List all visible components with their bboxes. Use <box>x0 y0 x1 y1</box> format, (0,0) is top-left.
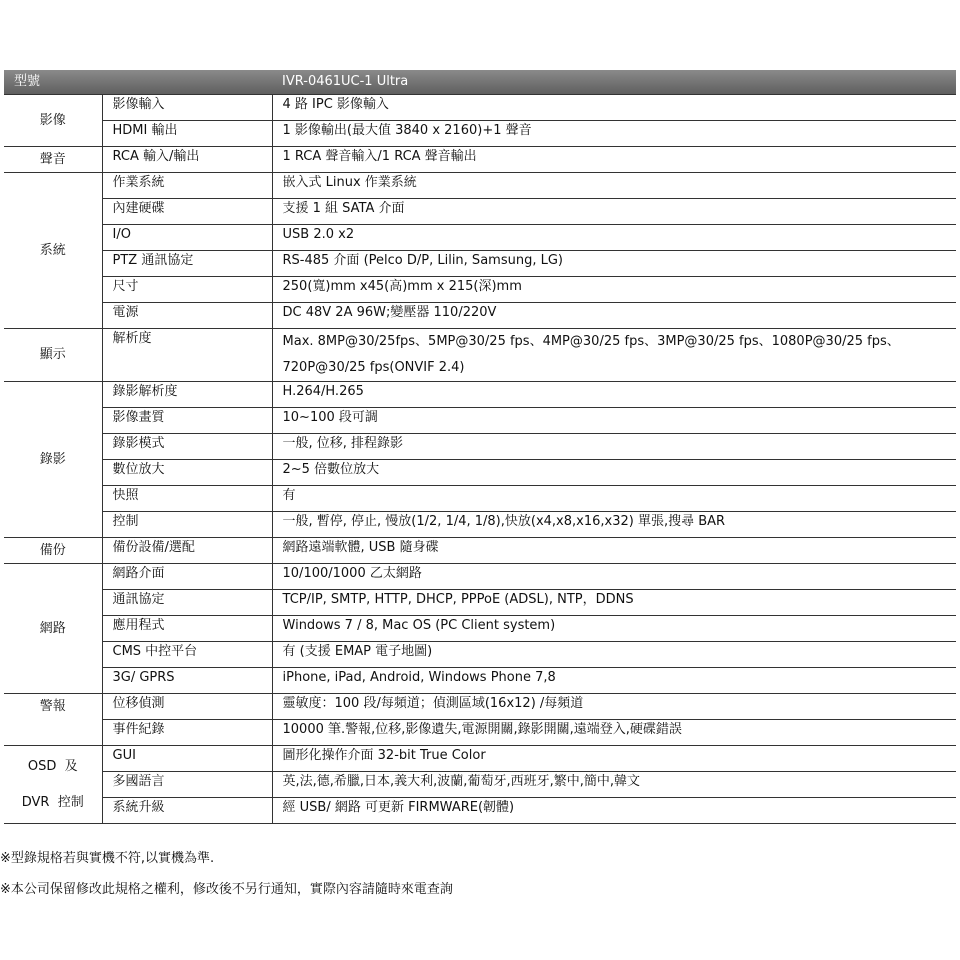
spec-value: 250(寬)mm x45(高)mm x 215(深)mm <box>272 277 956 303</box>
spec-label: 備份設備/選配 <box>102 538 272 564</box>
spec-value: 經 USB/ 網路 可更新 FIRMWARE(韌體) <box>272 798 956 824</box>
spec-label: 影像畫質 <box>102 408 272 434</box>
spec-label: 3G/ GPRS <box>102 668 272 694</box>
table-row <box>4 512 956 538</box>
table-row <box>4 199 956 225</box>
table-header-row <box>4 70 956 95</box>
table-row <box>4 95 956 121</box>
table-row <box>4 642 956 668</box>
spec-label: 解析度 <box>102 329 272 382</box>
spec-label: PTZ 通訊協定 <box>102 251 272 277</box>
spec-value: 有 (支援 EMAP 電子地圖) <box>272 642 956 668</box>
footnote-spec-disclaimer: ※型錄規格若與實機不符,以實機為準. <box>0 851 215 866</box>
spec-value: 一般, 位移, 排程錄影 <box>272 434 956 460</box>
table-row <box>4 564 956 590</box>
category-alarm: 警報 <box>4 694 102 746</box>
spec-label: 內建硬碟 <box>102 199 272 225</box>
table-row <box>4 251 956 277</box>
table-row <box>4 434 956 460</box>
spec-value: RS-485 介面 (Pelco D/P, Lilin, Samsung, LG) <box>272 251 956 277</box>
spec-value: 網路遠端軟體, USB 隨身碟 <box>272 538 956 564</box>
category-audio: 聲音 <box>4 147 102 173</box>
table-row <box>4 121 956 147</box>
category-system: 系統 <box>4 173 102 329</box>
model-name: IVR-0461UC-1 Ultra <box>272 70 956 95</box>
spec-label: RCA 輸入/輸出 <box>102 147 272 173</box>
footnote-rights-notice: ※本公司保留修改此規格之權利，修改後不另行通知，實際內容請隨時來電查詢 <box>0 882 453 897</box>
spec-label: 尺寸 <box>102 277 272 303</box>
category-osd-line1: OSD 及 <box>27 758 78 774</box>
spec-value: H.264/H.265 <box>272 382 956 408</box>
model-label: 型號 <box>4 70 272 95</box>
spec-value: 有 <box>272 486 956 512</box>
spec-value: 支援 1 組 SATA 介面 <box>272 199 956 225</box>
spec-label: 作業系統 <box>102 173 272 199</box>
spec-label: I/O <box>102 225 272 251</box>
table-row <box>4 590 956 616</box>
table-row <box>4 798 956 824</box>
spec-label: 位移偵測 <box>102 694 272 720</box>
spec-label: 錄影解析度 <box>102 382 272 408</box>
spec-value: TCP/IP, SMTP, HTTP, DHCP, PPPoE (ADSL), NTP，DDNS <box>272 590 956 616</box>
table-row <box>4 408 956 434</box>
spec-value: 英,法,德,希臘,日本,義大利,波蘭,葡萄牙,西班牙,繁中,簡中,韓文 <box>272 772 956 798</box>
category-backup: 備份 <box>4 538 102 564</box>
table-row <box>4 303 956 329</box>
table-row <box>4 225 956 251</box>
spec-label: 事件紀錄 <box>102 720 272 746</box>
spec-label: GUI <box>102 746 272 772</box>
table-row <box>4 277 956 303</box>
spec-value: 嵌入式 Linux 作業系統 <box>272 173 956 199</box>
spec-value: 1 影像輸出(最大值 3840 x 2160)+1 聲音 <box>272 121 956 147</box>
spec-label: 控制 <box>102 512 272 538</box>
category-network: 網路 <box>4 564 102 694</box>
category-video: 影像 <box>4 95 102 147</box>
spec-label: 錄影模式 <box>102 434 272 460</box>
table-row <box>4 720 956 746</box>
table-row <box>4 382 956 408</box>
table-row <box>4 668 956 694</box>
spec-label: 通訊協定 <box>102 590 272 616</box>
spec-label: 系統升級 <box>102 798 272 824</box>
spec-label: 應用程式 <box>102 616 272 642</box>
spec-value: 靈敏度：100 段/每頻道；偵測區域(16x12) /每頻道 <box>272 694 956 720</box>
spec-value: iPhone, iPad, Android, Windows Phone 7,8 <box>272 668 956 694</box>
table-row <box>4 173 956 199</box>
category-osd-dvr <box>4 746 102 824</box>
category-display: 顯示 <box>4 329 102 382</box>
spec-table <box>4 70 956 824</box>
footnotes <box>0 848 453 907</box>
category-osd-line2: DVR 控制 <box>21 794 84 810</box>
spec-value: Max. 8MP@30/25fps、5MP@30/25 fps、4MP@30/25 fps、3MP@30/25 fps、1080P@30/25 fps、720P@30/25 fps(ONVIF 2.4) <box>272 329 956 382</box>
table-row <box>4 460 956 486</box>
table-row <box>4 147 956 173</box>
table-row <box>4 538 956 564</box>
spec-value: 10000 筆.警報,位移,影像遺失,電源開關,錄影開關,遠端登入,硬碟錯誤 <box>272 720 956 746</box>
spec-value: 圖形化操作介面 32-bit True Color <box>272 746 956 772</box>
spec-value: Windows 7 / 8, Mac OS (PC Client system) <box>272 616 956 642</box>
spec-label: CMS 中控平台 <box>102 642 272 668</box>
spec-value: DC 48V 2A 96W;變壓器 110/220V <box>272 303 956 329</box>
spec-label: 快照 <box>102 486 272 512</box>
spec-label: 數位放大 <box>102 460 272 486</box>
spec-value: 一般, 暫停, 停止, 慢放(1/2, 1/4, 1/8),快放(x4,x8,x16,x32) 單張,搜尋 BAR <box>272 512 956 538</box>
spec-label: HDMI 輸出 <box>102 121 272 147</box>
spec-value: USB 2.0 x2 <box>272 225 956 251</box>
spec-value: 10/100/1000 乙太網路 <box>272 564 956 590</box>
category-recording: 錄影 <box>4 382 102 538</box>
spec-value: 2~5 倍數位放大 <box>272 460 956 486</box>
table-row <box>4 694 956 720</box>
table-row <box>4 486 956 512</box>
table-row <box>4 329 956 382</box>
spec-value: 1 RCA 聲音輸入/1 RCA 聲音輸出 <box>272 147 956 173</box>
spec-label: 影像輸入 <box>102 95 272 121</box>
table-row <box>4 616 956 642</box>
spec-label: 多國語言 <box>102 772 272 798</box>
table-row <box>4 772 956 798</box>
spec-label: 網路介面 <box>102 564 272 590</box>
spec-value: 10~100 段可調 <box>272 408 956 434</box>
spec-value: 4 路 IPC 影像輸入 <box>272 95 956 121</box>
spec-label: 電源 <box>102 303 272 329</box>
table-row <box>4 746 956 772</box>
